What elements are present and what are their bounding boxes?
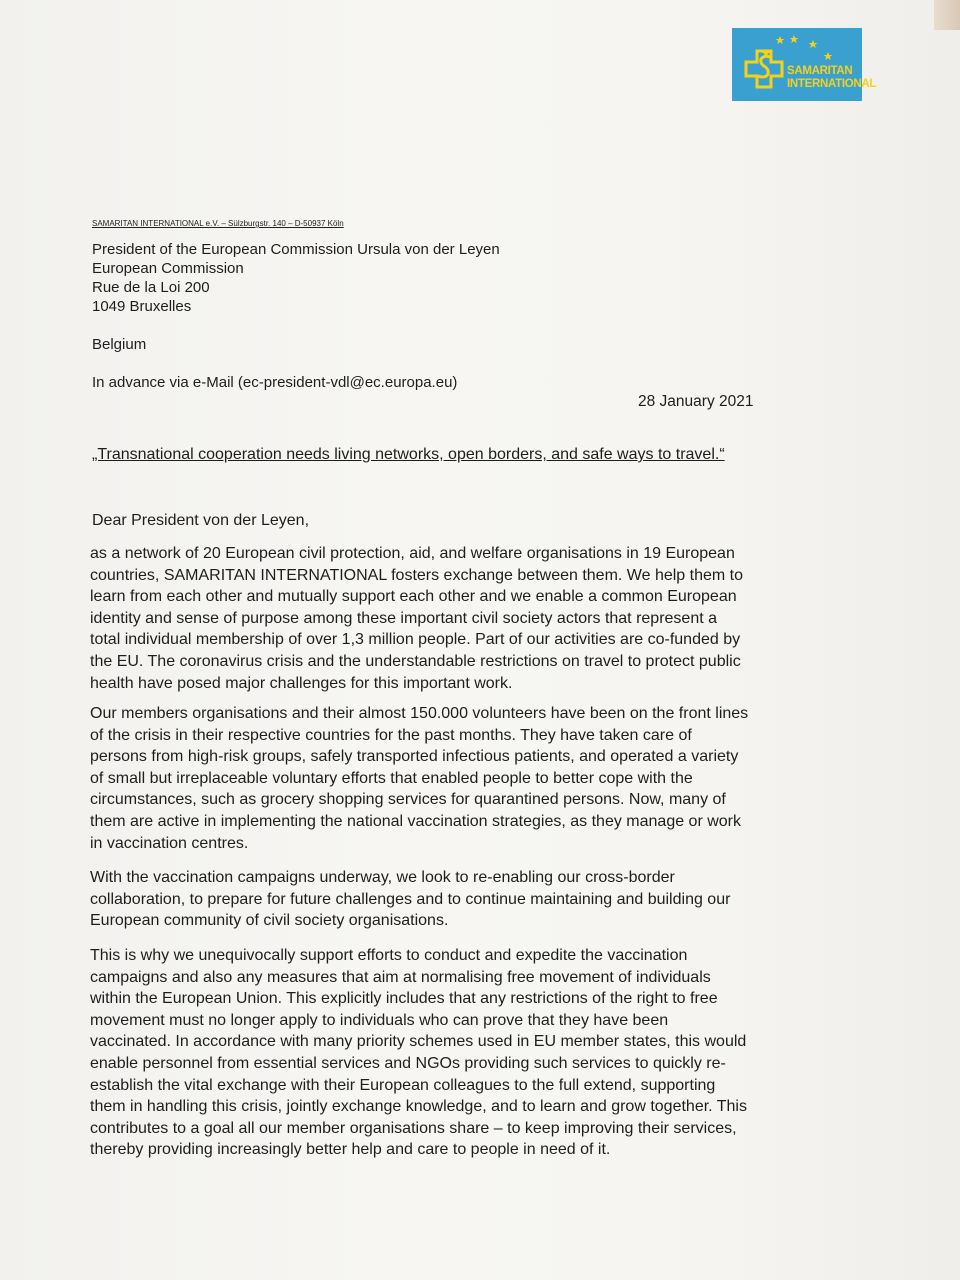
paragraph-line: learn from each other and mutually support each other and we enable a common European: [90, 588, 737, 606]
salutation: Dear President von der Leyen,: [92, 512, 310, 529]
paragraph-line: vaccinated. In accordance with many priority schemes used in EU member states, this would: [90, 1033, 747, 1051]
recipient-line-3: Rue de la Loi 200: [92, 279, 210, 296]
recipient-line-1: President of the European Commission Ursula von der Leyen: [92, 241, 500, 258]
paragraph-line: as a network of 20 European civil protection, aid, and welfare organisations in 19 European: [90, 545, 735, 562]
paragraph-2: [90, 703, 810, 854]
samaritan-logo: [732, 28, 877, 101]
paragraph-line: With the vaccination campaigns underway, we look to re-enabling our cross-border: [90, 869, 675, 886]
paragraph-line: of small but irreplaceable voluntary efforts that enabled people to better cope with the: [90, 769, 693, 787]
paragraph-line: within the European Union. This explicitly includes that any restrictions of the right to free: [90, 990, 718, 1008]
paragraph-line: of the crisis in their respective countries for the past months. They have taken care of: [90, 726, 692, 744]
paragraph-line: in vaccination centres.: [90, 834, 249, 852]
paragraph-line: countries, SAMARITAN INTERNATIONAL fosters exchange between them. We help them to: [90, 566, 743, 584]
paragraph-line: campaigns and also any measures that aim at normalising free movement of individuals: [90, 968, 711, 986]
recipient-line-4: 1049 Bruxelles: [92, 298, 192, 315]
letter-date: 28 January 2021: [638, 393, 754, 410]
paragraph-line: establish the vital exchange with their European colleagues to the full extend, supporting: [90, 1076, 716, 1094]
paragraph-line: collaboration, to prepare for future challenges and to continue maintaining and building our: [90, 890, 731, 908]
paragraph-line: persons from high-risk groups, safely transported infectious patients, and operated a variety: [90, 748, 739, 766]
paragraph-line: This is why we unequivocally support efforts to conduct and expedite the vaccination: [90, 947, 688, 964]
paragraph-1: [90, 543, 810, 694]
logo-line-1: SAMARITAN: [787, 65, 853, 77]
paragraph-line: thereby providing increasingly better help and care to people in need of it.: [90, 1141, 611, 1159]
paragraph-line: circumstances, such as grocery shopping services for quarantined persons. Now, many of: [90, 791, 726, 809]
logo-wordmark: [787, 65, 877, 91]
paragraph-line: them in handling this crisis, jointly exchange knowledge, and to learn and grow together. This: [90, 1098, 747, 1116]
paragraph-line: European community of civil society organisations.: [90, 912, 449, 930]
paragraph-line: contributes to a goal all our member organisations share – to keep improving their services,: [90, 1119, 737, 1137]
paragraph-line: identity and sense of purpose among these important civil society actors that represent a: [90, 609, 718, 627]
paragraph-line: Our members organisations and their almost 150.000 volunteers have been on the front lines: [90, 705, 749, 722]
paragraph-line: enable personnel from essential services and NGOs providing such services to quickly re-: [90, 1054, 726, 1072]
paragraph-4: [90, 945, 810, 1161]
paragraph-line: them are active in implementing the national vaccination strategies, as they manage or work: [90, 812, 742, 830]
paragraph-line: the EU. The coronavirus crisis and the understandable restrictions on travel to protect public: [90, 652, 741, 670]
logo-line-2: INTERNATIONAL: [787, 78, 877, 90]
paragraph-3: [90, 867, 810, 932]
sender-address-line: SAMARITAN INTERNATIONAL e.V. – Sülzburgstr. 140 – D-50937 Köln: [92, 219, 344, 228]
subject-line: „Transnational cooperation needs living networks, open borders, and safe ways to travel.“: [92, 446, 725, 463]
paragraph-line: total individual membership of over 1,3 million people. Part of our activities are co-funded by: [90, 631, 741, 649]
paragraph-line: health have posed major challenges for this important work.: [90, 674, 513, 692]
paragraph-line: movement must no longer apply to individuals who can prove that they have been: [90, 1011, 669, 1029]
recipient-country: Belgium: [92, 336, 147, 353]
background-edge: [934, 0, 960, 30]
recipient-line-2: European Commission: [92, 260, 244, 277]
delivery-note: In advance via e-Mail (ec-president-vdl@ec.europa.eu): [92, 374, 458, 391]
